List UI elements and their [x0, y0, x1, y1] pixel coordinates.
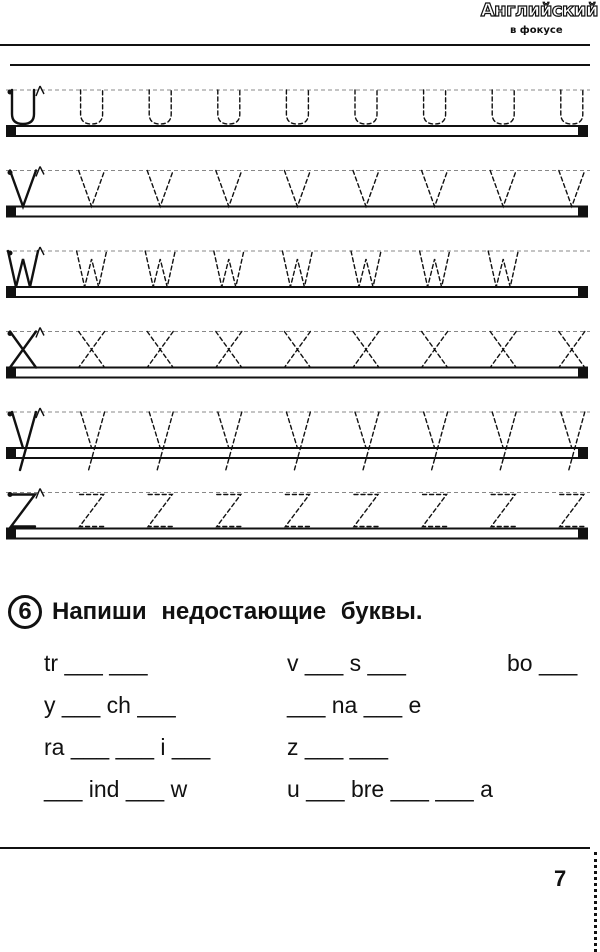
model-letter-x [10, 332, 36, 368]
row-marker-right [578, 447, 588, 459]
row-marker-left [6, 447, 16, 459]
tracing-letter-u [561, 90, 583, 124]
tracing-letter-x [147, 332, 173, 368]
start-point-dot [8, 90, 13, 95]
tracing-letter-y [424, 412, 448, 470]
tracing-letter-w [488, 251, 518, 287]
tracing-letter-y [149, 412, 173, 470]
row-marker-right [578, 125, 588, 137]
start-point-dot [8, 492, 13, 497]
tracing-letter-x [284, 332, 310, 368]
row-marker-left [6, 125, 16, 137]
practice-row-v [6, 167, 590, 218]
task-title: Напиши недостающие буквы. [52, 598, 423, 625]
handwriting-practice [0, 70, 600, 570]
tracing-letter-v [284, 171, 310, 207]
tracing-letter-u [355, 90, 377, 124]
tracing-letter-v [353, 171, 379, 207]
stroke-direction-arrow [36, 86, 44, 96]
tracing-letter-y [81, 412, 105, 470]
tracing-letter-w [351, 251, 381, 287]
model-letter-z [11, 495, 35, 527]
tracing-letter-v [147, 171, 173, 207]
practice-row-z [6, 489, 590, 540]
tracing-letter-z [80, 495, 104, 527]
stroke-direction-arrow [36, 408, 44, 418]
logo-subtitle: в фокусе [510, 25, 563, 36]
tracing-letter-x [559, 332, 585, 368]
exercise-word[interactable]: u ___ bre ___ ___ a [287, 776, 493, 802]
row-marker-left [6, 286, 16, 298]
tracing-letter-v [216, 171, 242, 207]
tracing-letter-x [353, 332, 379, 368]
tracing-letter-y [561, 412, 585, 470]
exercise-word[interactable]: y ___ ch ___ [44, 692, 176, 718]
exercise-word[interactable]: v ___ s ___ [287, 650, 406, 676]
tracing-letter-v [422, 171, 448, 207]
tracing-letter-z [560, 495, 584, 527]
tracing-letter-u [286, 90, 308, 124]
exercise-word[interactable]: ___ na ___ e [287, 692, 422, 718]
tracing-letter-x [422, 332, 448, 368]
page-number: 7 [554, 866, 567, 891]
tracing-letter-y [218, 412, 242, 470]
tracing-letter-w [214, 251, 244, 287]
practice-row-w [6, 247, 590, 298]
tracing-letter-v [79, 171, 105, 207]
start-point-dot [8, 170, 13, 175]
tracing-letter-z [285, 495, 309, 527]
bottom-rule [0, 847, 590, 849]
start-point-dot [8, 331, 13, 336]
tracing-letter-w [77, 251, 107, 287]
row-marker-left [6, 367, 16, 379]
model-letter-y [12, 412, 36, 470]
tracing-letter-z [354, 495, 378, 527]
stroke-direction-arrow [36, 167, 44, 177]
practice-row-y [6, 408, 590, 470]
model-letter-w [8, 251, 38, 287]
tracing-letter-y [286, 412, 310, 470]
model-letter-v [10, 171, 36, 207]
row-marker-right [578, 528, 588, 540]
task-number-badge [8, 595, 42, 629]
tracing-letter-x [216, 332, 242, 368]
tracing-letter-w [420, 251, 450, 287]
top-rule-1 [0, 44, 590, 46]
tracing-letter-u [81, 90, 103, 124]
tracing-letter-y [492, 412, 516, 470]
top-rule-2 [10, 64, 590, 66]
task-heading [8, 592, 423, 632]
tracing-letter-u [492, 90, 514, 124]
exercise-word[interactable]: bo ___ [507, 650, 578, 676]
practice-row-x [6, 328, 590, 379]
exercise-word[interactable]: ___ ind ___ w [44, 776, 188, 802]
tracing-letter-w [282, 251, 312, 287]
tracing-letter-w [145, 251, 175, 287]
tracing-letter-u [424, 90, 446, 124]
tracing-letter-z [217, 495, 241, 527]
exercise-word[interactable]: z ___ ___ [287, 734, 389, 760]
stroke-direction-arrow [36, 328, 44, 338]
exercise-word[interactable]: tr ___ ___ [44, 650, 148, 676]
task-number: 6 [18, 598, 32, 625]
cut-line [594, 852, 597, 952]
exercise-word[interactable]: ra ___ ___ i ___ [44, 734, 211, 760]
row-marker-left [6, 206, 16, 218]
tracing-letter-z [491, 495, 515, 527]
tracing-letter-x [490, 332, 516, 368]
model-letter-u [12, 90, 34, 124]
tracing-letter-z [423, 495, 447, 527]
start-point-dot [8, 412, 13, 417]
start-point-dot [8, 251, 13, 256]
tracing-letter-v [490, 171, 516, 207]
practice-row-u [6, 86, 590, 137]
tracing-letter-z [148, 495, 172, 527]
row-marker-right [578, 367, 588, 379]
logo-title: Английский [480, 0, 598, 21]
row-marker-right [578, 286, 588, 298]
row-marker-right [578, 206, 588, 218]
series-logo [480, 0, 598, 42]
tracing-letter-u [218, 90, 240, 124]
row-marker-left [6, 528, 16, 540]
tracing-letter-v [559, 171, 585, 207]
tracing-letter-u [149, 90, 171, 124]
tracing-letter-x [79, 332, 105, 368]
tracing-letter-y [355, 412, 379, 470]
